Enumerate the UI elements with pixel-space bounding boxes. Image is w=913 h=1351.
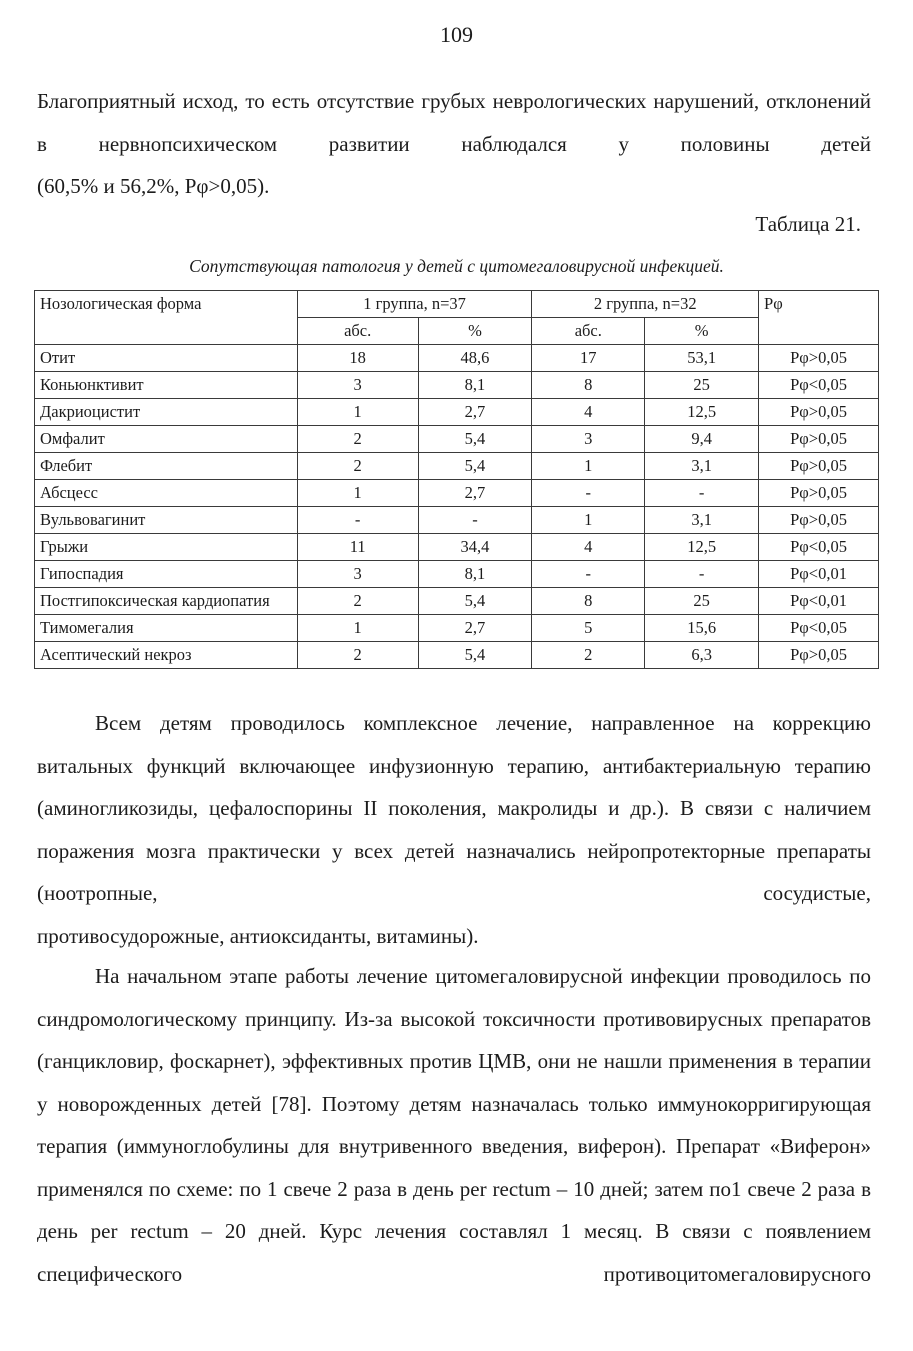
cell-nosological-form: Коньюнктивит <box>35 372 298 399</box>
cell-group2-abs: 3 <box>532 426 645 453</box>
cell-group1-pct: 5,4 <box>418 588 532 615</box>
table-row <box>35 507 879 534</box>
cell-group2-abs: 1 <box>532 453 645 480</box>
cell-group1-abs: 18 <box>297 345 418 372</box>
cell-group2-pct: 6,3 <box>645 642 759 669</box>
cell-p-value: Рφ>0,05 <box>759 642 879 669</box>
table-row <box>35 534 879 561</box>
table-row <box>35 372 879 399</box>
paragraph-outcome <box>37 80 871 208</box>
header-g2-pct: % <box>645 318 759 345</box>
cell-nosological-form: Омфалит <box>35 426 298 453</box>
cell-p-value: Рφ>0,05 <box>759 399 879 426</box>
cell-group2-abs: 2 <box>532 642 645 669</box>
paragraph-antiviral <box>37 955 871 1295</box>
header-g2-abs: абс. <box>532 318 645 345</box>
table-row <box>35 561 879 588</box>
cell-nosological-form: Постгипоксическая кардиопатия <box>35 588 298 615</box>
header-group-2: 2 группа, n=32 <box>532 291 759 318</box>
cell-group1-pct: 48,6 <box>418 345 532 372</box>
cell-p-value: Рφ>0,05 <box>759 507 879 534</box>
cell-nosological-form: Грыжи <box>35 534 298 561</box>
cell-group1-pct: 5,4 <box>418 642 532 669</box>
table-row <box>35 588 879 615</box>
table-row <box>35 399 879 426</box>
page-number: 109 <box>440 22 473 47</box>
table-row <box>35 426 879 453</box>
cell-group2-pct: - <box>645 480 759 507</box>
header-group-1: 1 группа, n=37 <box>297 291 532 318</box>
cell-nosological-form: Дакриоцистит <box>35 399 298 426</box>
table-row <box>35 480 879 507</box>
table-number: Таблица 21. <box>755 212 861 236</box>
cell-group2-abs: 5 <box>532 615 645 642</box>
header-g1-pct: % <box>418 318 532 345</box>
cell-group2-abs: 17 <box>532 345 645 372</box>
cell-group1-pct: 8,1 <box>418 561 532 588</box>
cell-group2-abs: 1 <box>532 507 645 534</box>
cell-p-value: Рφ>0,05 <box>759 453 879 480</box>
cell-group1-abs: 2 <box>297 588 418 615</box>
cell-group2-pct: 12,5 <box>645 534 759 561</box>
cell-nosological-form: Отит <box>35 345 298 372</box>
cell-group1-abs: 2 <box>297 426 418 453</box>
paragraph-treatment-text: Всем детям проводилось комплексное лечение, направленное на коррекцию витальных функций включающее инфузионную терапию, антибактериальную терапию (аминогликозиды, цефалоспорины II поколения, макролиды и др.). В связи с наличием поражения мозга практически у всех детей назначались нейропротекторные препараты (ноотропные, сосудистые, <box>37 711 871 905</box>
cell-nosological-form: Тимомегалия <box>35 615 298 642</box>
cell-group2-abs: - <box>532 480 645 507</box>
cell-group2-pct: 25 <box>645 372 759 399</box>
cell-p-value: Рφ<0,05 <box>759 615 879 642</box>
cell-p-value: Рφ>0,05 <box>759 480 879 507</box>
cell-group2-pct: 9,4 <box>645 426 759 453</box>
table-header-row <box>35 291 879 318</box>
header-nosological-form: Нозологическая форма <box>35 291 298 345</box>
cell-group2-pct: 25 <box>645 588 759 615</box>
cell-p-value: Рφ<0,05 <box>759 372 879 399</box>
comorbidity-table <box>34 290 879 669</box>
table-row <box>35 453 879 480</box>
cell-group2-pct: 3,1 <box>645 507 759 534</box>
cell-group1-abs: 1 <box>297 480 418 507</box>
cell-p-value: Рφ>0,05 <box>759 345 879 372</box>
cell-group1-abs: 2 <box>297 453 418 480</box>
paragraph-outcome-last-line: (60,5% и 56,2%, Рφ>0,05). <box>37 174 270 198</box>
cell-p-value: Рφ<0,01 <box>759 588 879 615</box>
cell-nosological-form: Абсцесс <box>35 480 298 507</box>
cell-group1-abs: 3 <box>297 372 418 399</box>
cell-group2-pct: - <box>645 561 759 588</box>
cell-group2-abs: 4 <box>532 399 645 426</box>
header-p-value: Рφ <box>759 291 879 345</box>
cell-group1-pct: 5,4 <box>418 426 532 453</box>
table-row <box>35 615 879 642</box>
cell-nosological-form: Гипоспадия <box>35 561 298 588</box>
cell-group1-pct: 2,7 <box>418 399 532 426</box>
cell-group2-pct: 53,1 <box>645 345 759 372</box>
cell-group1-abs: - <box>297 507 418 534</box>
cell-group1-pct: 5,4 <box>418 453 532 480</box>
paragraph-treatment-last-line: противосудорожные, антиоксиданты, витамины). <box>37 923 479 948</box>
cell-p-value: Рφ<0,01 <box>759 561 879 588</box>
cell-group1-pct: 2,7 <box>418 615 532 642</box>
cell-group1-pct: 2,7 <box>418 480 532 507</box>
cell-group2-pct: 15,6 <box>645 615 759 642</box>
cell-group2-abs: 4 <box>532 534 645 561</box>
cell-group2-abs: 8 <box>532 372 645 399</box>
cell-group1-abs: 1 <box>297 399 418 426</box>
cell-group1-pct: 34,4 <box>418 534 532 561</box>
cell-group2-pct: 3,1 <box>645 453 759 480</box>
cell-p-value: Рφ<0,05 <box>759 534 879 561</box>
header-g1-abs: абс. <box>297 318 418 345</box>
table-row <box>35 642 879 669</box>
table-caption: Сопутствующая патология у детей с цитомегаловирусной инфекцией. <box>189 256 724 276</box>
cell-group1-pct: - <box>418 507 532 534</box>
paragraph-antiviral-text: На начальном этапе работы лечение цитомегаловирусной инфекции проводилось по синдромологическому принципу. Из-за высокой токсичности противовирусных препаратов (ганцикловир, фоскарнет), эффективных против ЦМВ, они не нашли применения в терапии у новорожденных детей [78]. Поэтому детям назначалась только иммунокорригирующая терапия (иммуноглобулины для внутривенного введения, виферон). Препарат «Виферон» применялся по схеме: по 1 свече 2 раза в день per rectum – 10 дней; затем по1 свече 2 раза в день per rectum – 20 дней. Курс лечения составлял 1 месяц. В связи с появлением специфического противоцитомегаловирусного <box>37 964 871 1286</box>
table-row <box>35 345 879 372</box>
cell-group1-abs: 11 <box>297 534 418 561</box>
cell-nosological-form: Вульвовагинит <box>35 507 298 534</box>
cell-group1-abs: 1 <box>297 615 418 642</box>
cell-group2-pct: 12,5 <box>645 399 759 426</box>
cell-group1-pct: 8,1 <box>418 372 532 399</box>
cell-p-value: Рφ>0,05 <box>759 426 879 453</box>
cell-group2-abs: 8 <box>532 588 645 615</box>
paragraph-treatment <box>37 702 871 957</box>
cell-group2-abs: - <box>532 561 645 588</box>
cell-group1-abs: 3 <box>297 561 418 588</box>
paragraph-outcome-text: Благоприятный исход, то есть отсутствие грубых неврологических нарушений, отклонений в нервнопсихическом развитии наблюдался у половины детей <box>37 89 871 156</box>
cell-group1-abs: 2 <box>297 642 418 669</box>
cell-nosological-form: Асептический некроз <box>35 642 298 669</box>
cell-nosological-form: Флебит <box>35 453 298 480</box>
